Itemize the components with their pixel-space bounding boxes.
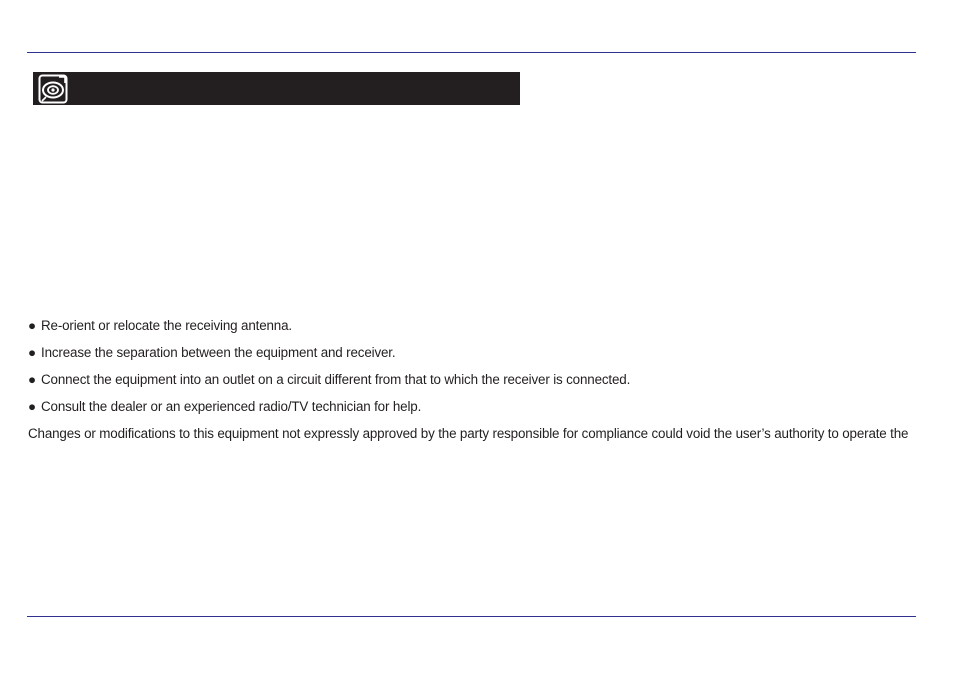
list-item [28, 312, 928, 339]
top-rule [27, 52, 916, 53]
list-item-text: Consult the dealer or an experienced radio/TV technician for help. [41, 399, 422, 414]
list-item-text: Re-orient or relocate the receiving antenna. [41, 318, 292, 333]
bottom-rule [27, 616, 916, 617]
bullet-marker: ● [28, 318, 36, 333]
list-item-text: Increase the separation between the equipment and receiver. [41, 345, 396, 360]
list-item-text: Connect the equipment into an outlet on a circuit different from that to which the receiver is connected. [41, 372, 631, 387]
closing-paragraph: Changes or modifications to this equipment not expressly approved by the party responsible for compliance could void the user’s authority to operate the [28, 426, 909, 441]
bullet-marker: ● [28, 399, 36, 414]
body-text [28, 312, 928, 447]
list-item [28, 339, 928, 366]
bullet-marker: ● [28, 372, 36, 387]
section-header-bar [33, 72, 520, 105]
list-item [28, 366, 928, 393]
disc-icon [38, 74, 68, 104]
bullet-marker: ● [28, 345, 36, 360]
list-item [28, 393, 928, 420]
